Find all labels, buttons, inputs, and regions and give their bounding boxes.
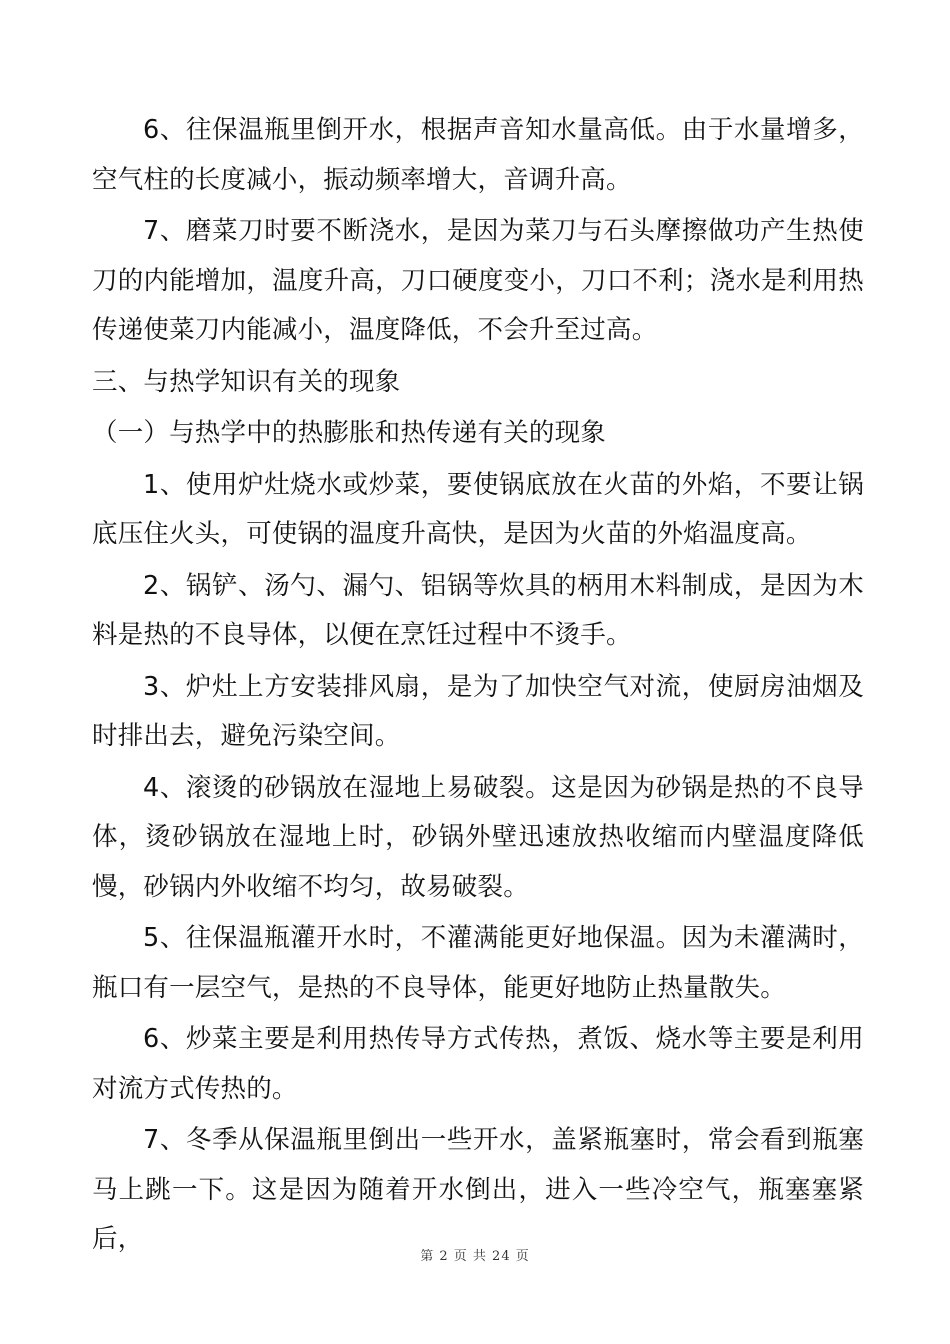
- paragraph-5-thermos-filling: 5、往保温瓶灌开水时，不灌满能更好地保温。因为未灌满时，瓶口有一层空气，是热的不良导体，能更好地防止热量散失。: [92, 923, 864, 1003]
- paragraph-7-thermos-cork: 7、冬季从保温瓶里倒出一些开水，盖紧瓶塞时，常会看到瓶塞马上跳一下。这是因为随着开水倒出，进入一些冷空气，瓶塞塞紧后，: [92, 1125, 864, 1254]
- paragraph-6-heat-transfer-modes: 6、炒菜主要是利用热传导方式传热，煮饭、烧水等主要是利用对流方式传热的。: [92, 1024, 864, 1104]
- paragraph-3-exhaust-fan: 3、炉灶上方安装排风扇，是为了加快空气对流，使厨房油烟及时排出去，避免污染空间。: [92, 671, 864, 751]
- paragraph-6-thermos-sound: 6、往保温瓶里倒开水，根据声音知水量高低。由于水量增多，空气柱的长度减小，振动频率增大，音调升高。: [92, 115, 864, 195]
- paragraph-2-wooden-handles: 2、锅铲、汤勺、漏勺、铝锅等炊具的柄用木料制成，是因为木料是热的不良导体，以便在烹饪过程中不烫手。: [92, 570, 864, 650]
- section-heading-thermal: 三、与热学知识有关的现象: [92, 366, 401, 397]
- paragraph-4-clay-pot: 4、滚烫的砂锅放在湿地上易破裂。这是因为砂锅是热的不良导体，烫砂锅放在湿地上时，砂锅外壁迅速放热收缩而内壁温度降低慢，砂锅内外收缩不均匀，故易破裂。: [92, 772, 864, 902]
- paragraph-7-knife-grinding: 7、磨菜刀时要不断浇水，是因为菜刀与石头摩擦做功产生热使刀的内能增加，温度升高，刀口硬度变小，刀口不利；浇水是利用热传递使菜刀内能减小，温度降低，不会升至过高。: [92, 216, 864, 345]
- document-body: [92, 106, 864, 1267]
- subsection-heading-heat-expansion: （一）与热学中的热膨胀和热传递有关的现象: [92, 418, 607, 448]
- paragraph-1-stove-flame: 1、使用炉灶烧水或炒菜，要使锅底放在火苗的外焰，不要让锅底压住火头，可使锅的温度升高快，是因为火苗的外焰温度高。: [92, 469, 864, 549]
- page-number-footer: 第 2 页 共 24 页: [420, 1249, 530, 1264]
